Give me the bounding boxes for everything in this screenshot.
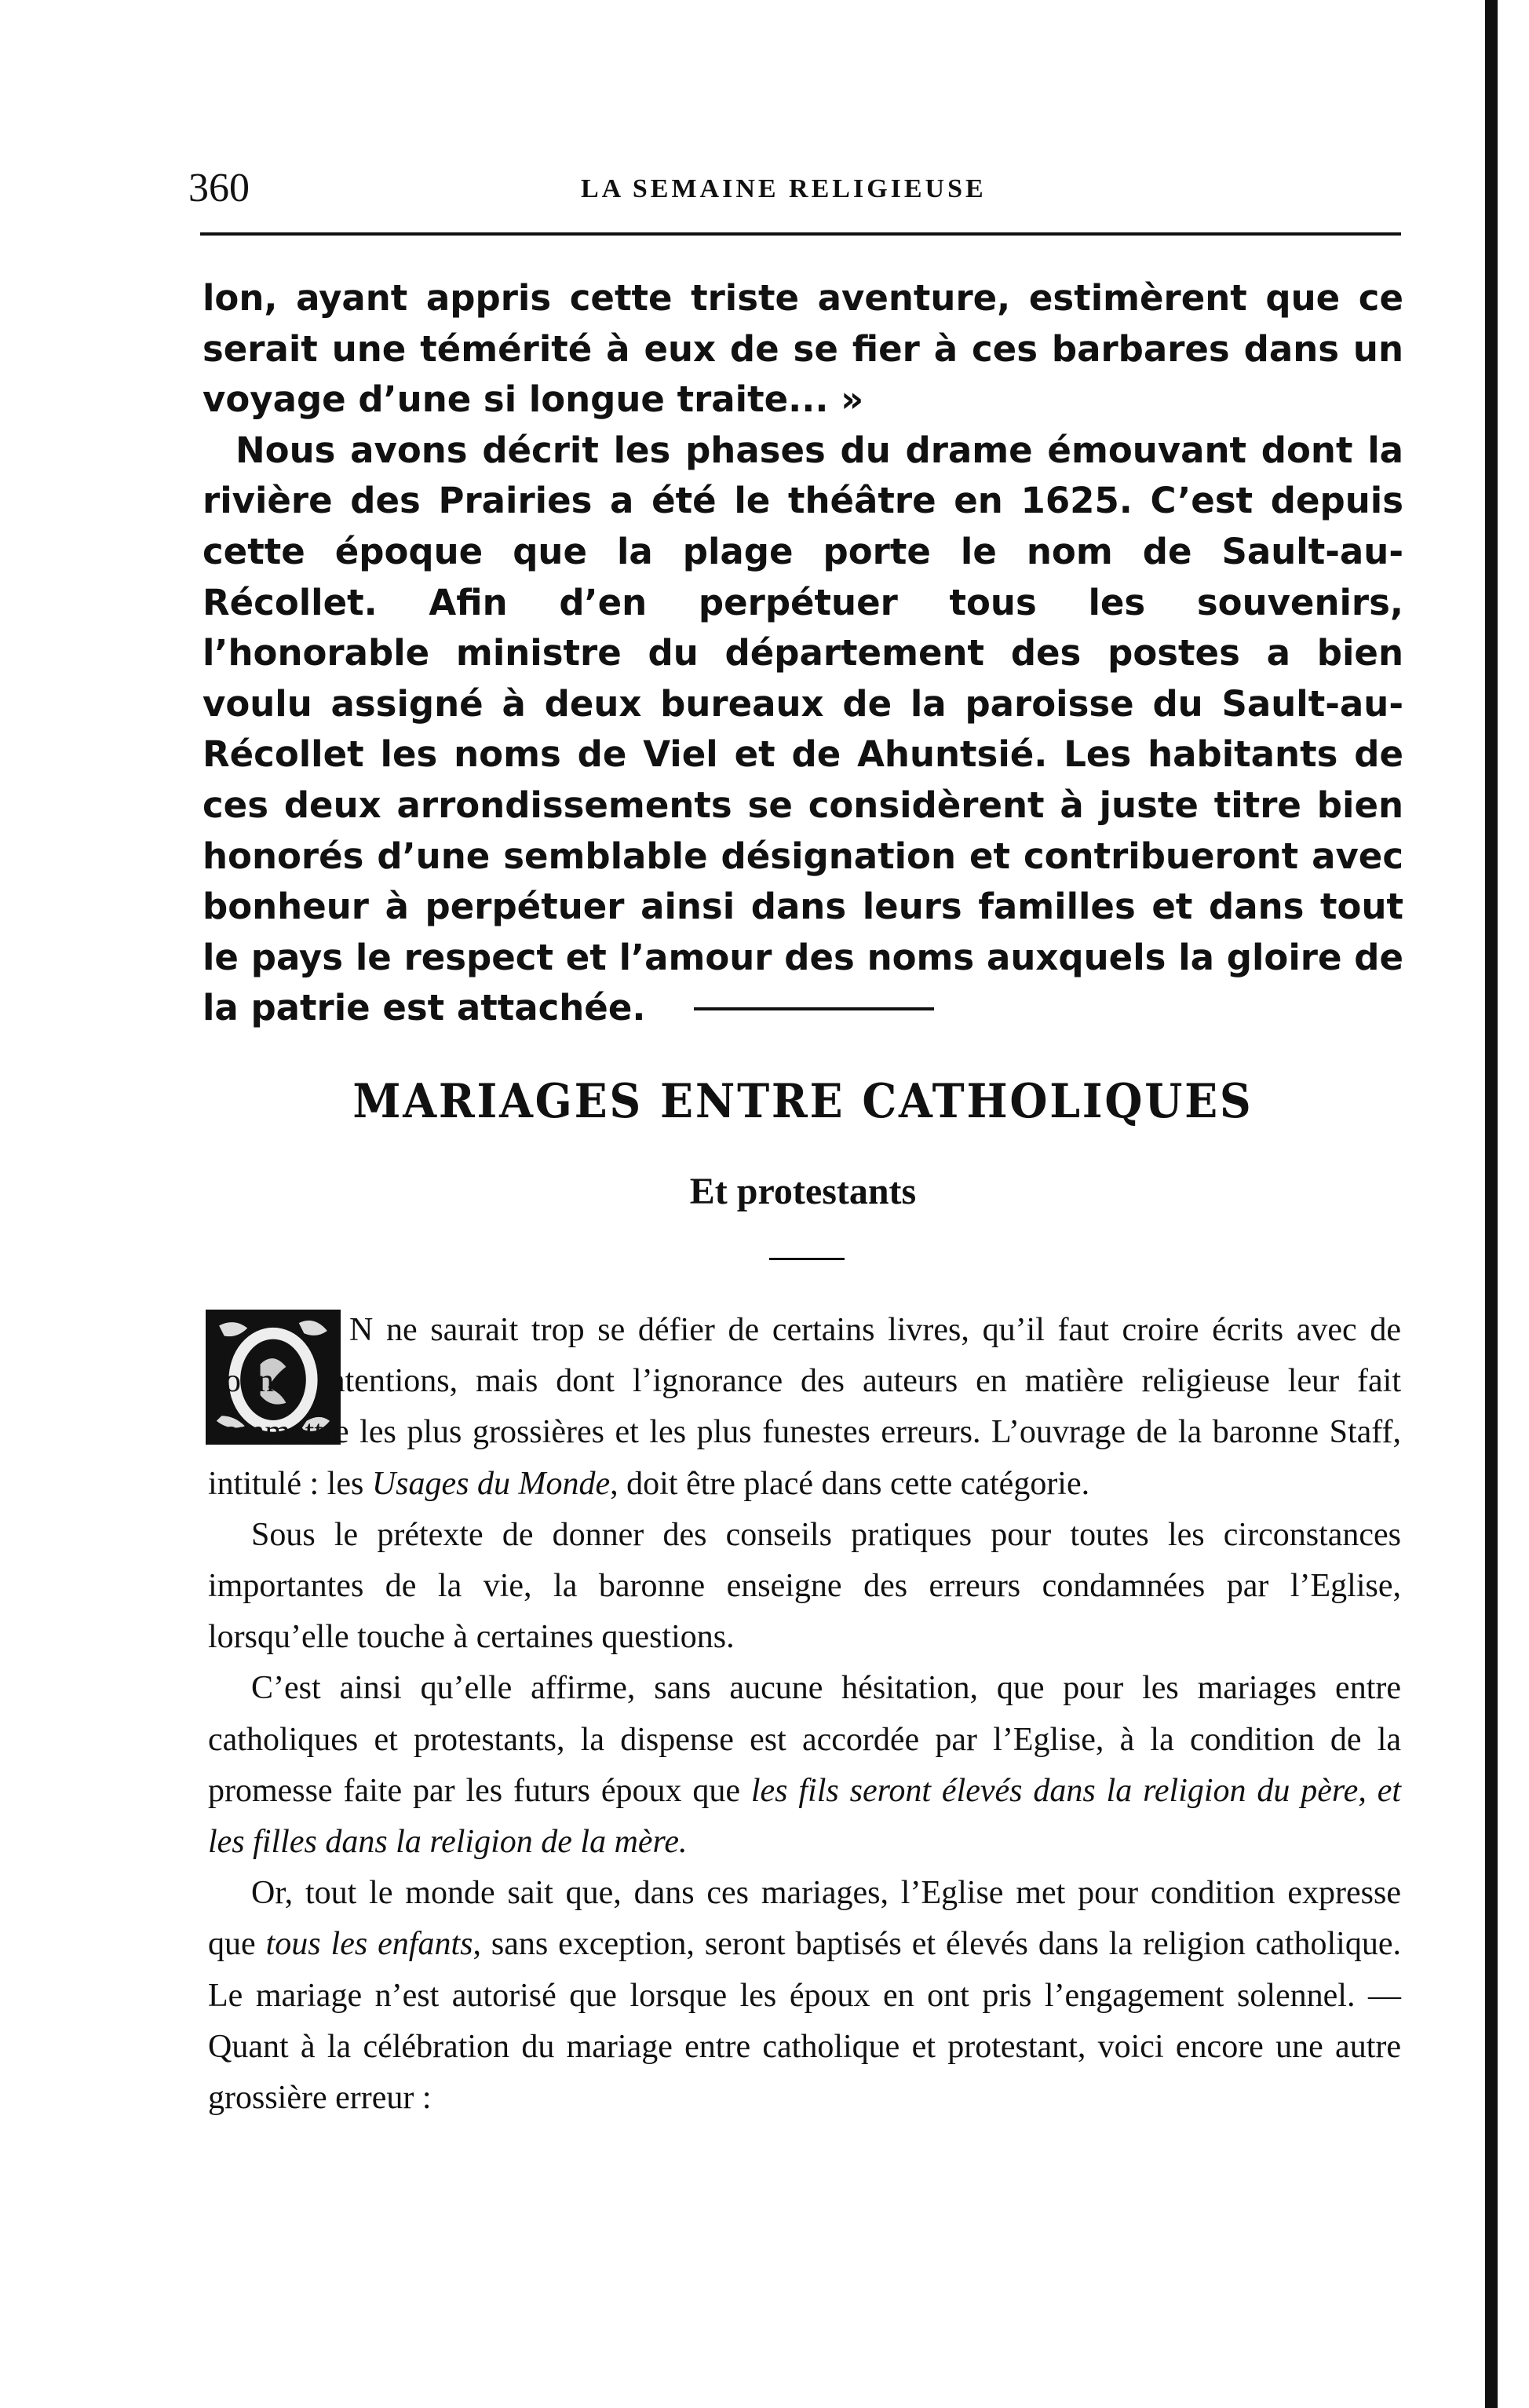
p4-italic: tous les enfants (265, 1926, 473, 1963)
p3-text: C’est ainsi qu’elle affirme, sans aucune hésitation, que pour les mariages entre catholiques et protestants, la dispense est accordée par l’Eglise, à la condition de la promesse faite par les futurs époux que (208, 1670, 1401, 1809)
intro-end: , doit être placé dans cette catégorie. (610, 1465, 1090, 1502)
header-rule (200, 232, 1401, 236)
section-title: MARIAGES ENTRE CATHOLIQUES (352, 1074, 1253, 1129)
section-separator (694, 1007, 934, 1010)
paragraph: Nous avons décrit les phases du drame émouvant dont la rivière des Prairies a été le théâtre en 1625. C’est depuis cette époque que la plage porte le nom de Sault-au-Récollet. Afin d’en perpétuer tous les souvenirs, l’honorable ministre du département des postes a bien voulu assigné à deux bureaux de la paroisse du Sault-au-Récollet les noms de Viel et de Ahuntsié. Les habitants de ces deux arrondissements se considèrent à juste titre bien honorés d’une semblable désignation et contribueront avec bonheur à perpétuer ainsi dans leurs familles et dans tout le pays le respect et l’amour des noms auxquels la gloire de la patrie est attachée. (203, 429, 1403, 1029)
article-body (208, 1305, 1401, 2124)
paragraph: lon, ayant appris cette triste aventure, estimèrent que ce serait une témérité à eux de se fier à ces barbares dans un voyage d’une si longue traite... » (203, 277, 1403, 421)
p4-text: Or, tout le monde sait que, dans ces mariages, l’Eglise met pour condition expresse que (208, 1875, 1401, 1963)
intro-paragraph (208, 1305, 1401, 1510)
book-title: Usages du Monde (371, 1465, 611, 1502)
page-number: 360 (188, 166, 250, 210)
paragraph (208, 1868, 1401, 2124)
p4-end: , sans exception, seront baptisés et élevés dans la religion catholique. Le mariage n’est autorisé que lorsque les époux en ont pris l’engagement solennel. — Quant à la célébration du mariage entre catholique et protestant, voici encore une autre grossière erreur : (208, 1926, 1401, 2117)
intro-text: N ne saurait trop se défier de certains livres, qu’il faut croire écrits avec de bonnes intentions, mais dont l’ignorance des auteurs en matière religieuse leur fait commettre les plus grossières et les plus funestes erreurs. L’ouvrage de la baronne Staff, intitulé : les (208, 1312, 1401, 1502)
subtitle-separator (769, 1258, 845, 1260)
paragraph: Sous le prétexte de donner des conseils pratiques pour toutes les circonstances importantes de la vie, la baronne enseigne des erreurs condamnées par l’Eglise, lorsqu’elle touche à certaines questions. (208, 1516, 1401, 1656)
page-edge-line (1485, 0, 1498, 2408)
section-subtitle: Et protestants (689, 1171, 917, 1212)
continued-article (203, 273, 1403, 1034)
paragraph (208, 1663, 1401, 1868)
running-title: LA SEMAINE RELIGIEUSE (581, 174, 987, 203)
p3-italic: les fils seront élevés dans la religion du père, et les filles dans la religion de la mère. (208, 1772, 1402, 1861)
